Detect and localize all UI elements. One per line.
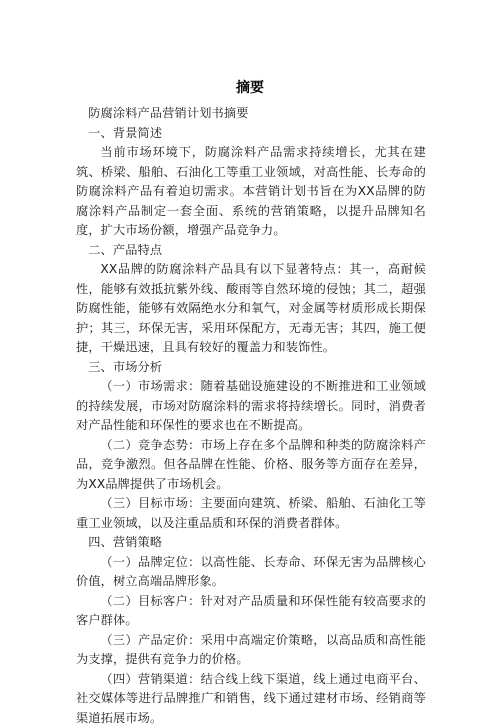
page-title: 摘要 <box>0 80 500 96</box>
paragraph-competition: （二）竞争态势：市场上存在多个品牌和种类的防腐涂料产品，竞争激烈。但各品牌在性能、价格、服务等方面存在差异，为XX品牌提供了市场机会。 <box>76 436 426 495</box>
paragraph-target-customers: （二）目标客户：针对对产品质量和环保性能有较高要求的客户群体。 <box>76 592 426 631</box>
paragraph-background: 当前市场环境下，防腐涂料产品需求持续增长，尤其在建筑、桥梁、船舶、石油化工等重工业领域，对高性能、长寿命的防腐涂料产品有着迫切需求。本营销计划书旨在为XX品牌的防腐涂料产品制定一套全面、系统的营销策略，以提升品牌知名度，扩大市场份额，增强产品竞争力。 <box>76 143 426 241</box>
section-heading-strategy: 四、营销策略 <box>76 533 426 553</box>
paragraph-channels: （四）营销渠道：结合线上线下渠道，线上通过电商平台、社交媒体等进行品牌推广和销售，线下通过建材市场、经销商等渠道拓展市场。 <box>76 670 426 728</box>
document-body <box>76 104 426 728</box>
paragraph-features: XX品牌的防腐涂料产品具有以下显著特点：其一，高耐候性，能够有效抵抗紫外线、酸雨等自然环境的侵蚀；其二，超强防腐性能，能够有效隔绝水分和氧气，对金属等材质形成长期保护；其三，环保无害，采用环保配方，无毒无害；其四，施工便捷，干燥迅速，且具有较好的覆盖力和装饰性。 <box>76 260 426 358</box>
document-subtitle: 防腐涂料产品营销计划书摘要 <box>76 104 426 124</box>
paragraph-market-demand: （一）市场需求：随着基础设施建设的不断推进和工业领域的持续发展，市场对防腐涂料的需求将持续增长。同时，消费者对产品性能和环保性的要求也在不断提高。 <box>76 377 426 436</box>
paragraph-pricing: （三）产品定价：采用中高端定价策略，以高品质和高性能为支撑，提供有竞争力的价格。 <box>76 631 426 670</box>
paragraph-brand-positioning: （一）品牌定位：以高性能、长寿命、环保无害为品牌核心价值，树立高端品牌形象。 <box>76 553 426 592</box>
section-heading-background: 一、背景简述 <box>76 124 426 144</box>
paragraph-target-market: （三）目标市场：主要面向建筑、桥梁、船舶、石油化工等重工业领域，以及注重品质和环保的消费者群体。 <box>76 494 426 533</box>
section-heading-market: 三、市场分析 <box>76 358 426 378</box>
section-heading-features: 二、产品特点 <box>76 241 426 261</box>
